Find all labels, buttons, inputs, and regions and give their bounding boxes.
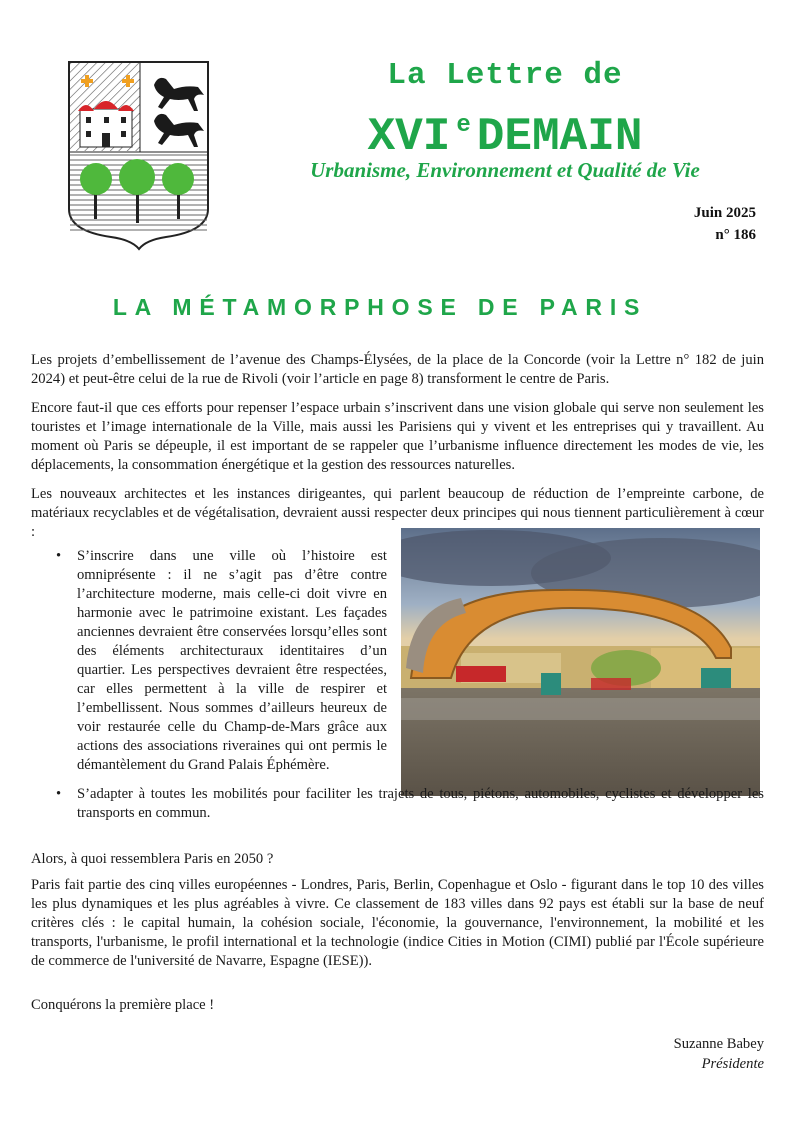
paragraph-vision: Encore faut-il que ces efforts pour repenser l’espace urbain s’inscrivent dans une vision globale qui serve non seulement les touristes et l’image internationale de la Ville, mais aussi les Parisiens qui y vivent et les entreprises qui y travaillent. Au moment où Paris se dépeuple, il est important de se rappeler que l’urbanisme influence directement les modes de vie, les déplacements, la consommation énergétique et la gestion des ressources naturelles. (31, 400, 764, 473)
signature-title: Présidente (701, 1056, 764, 1072)
paragraph-principles: Les nouveaux architectes et les instances dirigeantes, qui parlent beaucoup de réduction de l’empreinte carbone, de matériaux recyclables et de végétalisation, devraient aussi respecter deux principes qui nous tiennent particulièrement à cœur : (31, 486, 764, 540)
paragraph-question: Alors, à quoi ressemblera Paris en 2050 ? (31, 851, 274, 867)
issue-number: n° 186 (715, 227, 756, 243)
bullet-icon: • (56, 786, 62, 802)
paragraph-ranking: Paris fait partie des cinq villes européennes - Londres, Paris, Berlin, Copenhague et Oslo - figurant dans le top 10 des villes les plus dynamiques et les plus agréables à vivre. Ce classement de 183 villes dans 92 pays est établi sur la base de neuf critères clés : le capital humain, la cohésion sociale, l'économie, la gouvernance, l'environnement, la mobilité et les transports, l'urbanisme, le profil international et la technologie (indice Cities in Motion (CIMI) publié par l'École supérieure de commerce de l'université de Navarre, Espagne (IESE)). (31, 877, 764, 969)
list-item-text: S’inscrire dans une ville où l’histoire est omniprésente : il ne s’agit pas d’être contre l’architecture moderne, mais celle-ci doit vivre en harmonie avec le patrimoine existant. Les façades anciennes devraient être conservées lorsqu’elles sont des éléments architecturaux identitaires d’un quartier. Les perspectives devraient être respectées, car elles permettent à la ville de respirer et l’embellissent. Nous sommes d’ailleurs heureux de voir restaurée celle du Champ-de-Mars grâce aux actions des associations riveraines qui ont permis le démantèlement du Grand Palais Éphémère. (77, 548, 387, 773)
masthead-subtitle: Urbanisme, Environnement et Qualité de Vie (310, 158, 700, 182)
masthead-title-line2 (240, 98, 770, 165)
bullet-icon: • (56, 548, 62, 564)
article-headline: LA MÉTAMORPHOSE DE PARIS (112, 294, 648, 320)
list-item-text: S’adapter à toutes les mobilités pour faciliter les trajets de tous, piétons, automobiles, cyclistes et développer les transports en commun. (77, 786, 764, 821)
masthead-title-line1: La Lettre de (387, 58, 623, 93)
signature-name: Suzanne Babey (673, 1036, 764, 1052)
masthead-superscript: e (456, 112, 471, 139)
castle-icon (78, 101, 134, 147)
paragraph-intro: Les projets d’embellissement de l’avenue des Champs-Élysées, de la place de la Concorde (voir la Lettre n° 182 de juin 2024) et peut-être celui de la rue de Rivoli (voir l’article en page 8) transforment le centre de Paris. (31, 352, 764, 387)
issue-date: Juin 2025 (693, 205, 756, 221)
masthead-roman: XVI (367, 111, 451, 163)
list-item (31, 785, 764, 823)
coat-of-arms-logo (66, 59, 211, 251)
issue-info (694, 202, 756, 246)
masthead-name: DEMAIN (476, 111, 643, 163)
list-item (31, 547, 387, 775)
principles-list (31, 547, 764, 823)
paragraph-conclusion: Conquérons la première place ! (31, 997, 215, 1013)
